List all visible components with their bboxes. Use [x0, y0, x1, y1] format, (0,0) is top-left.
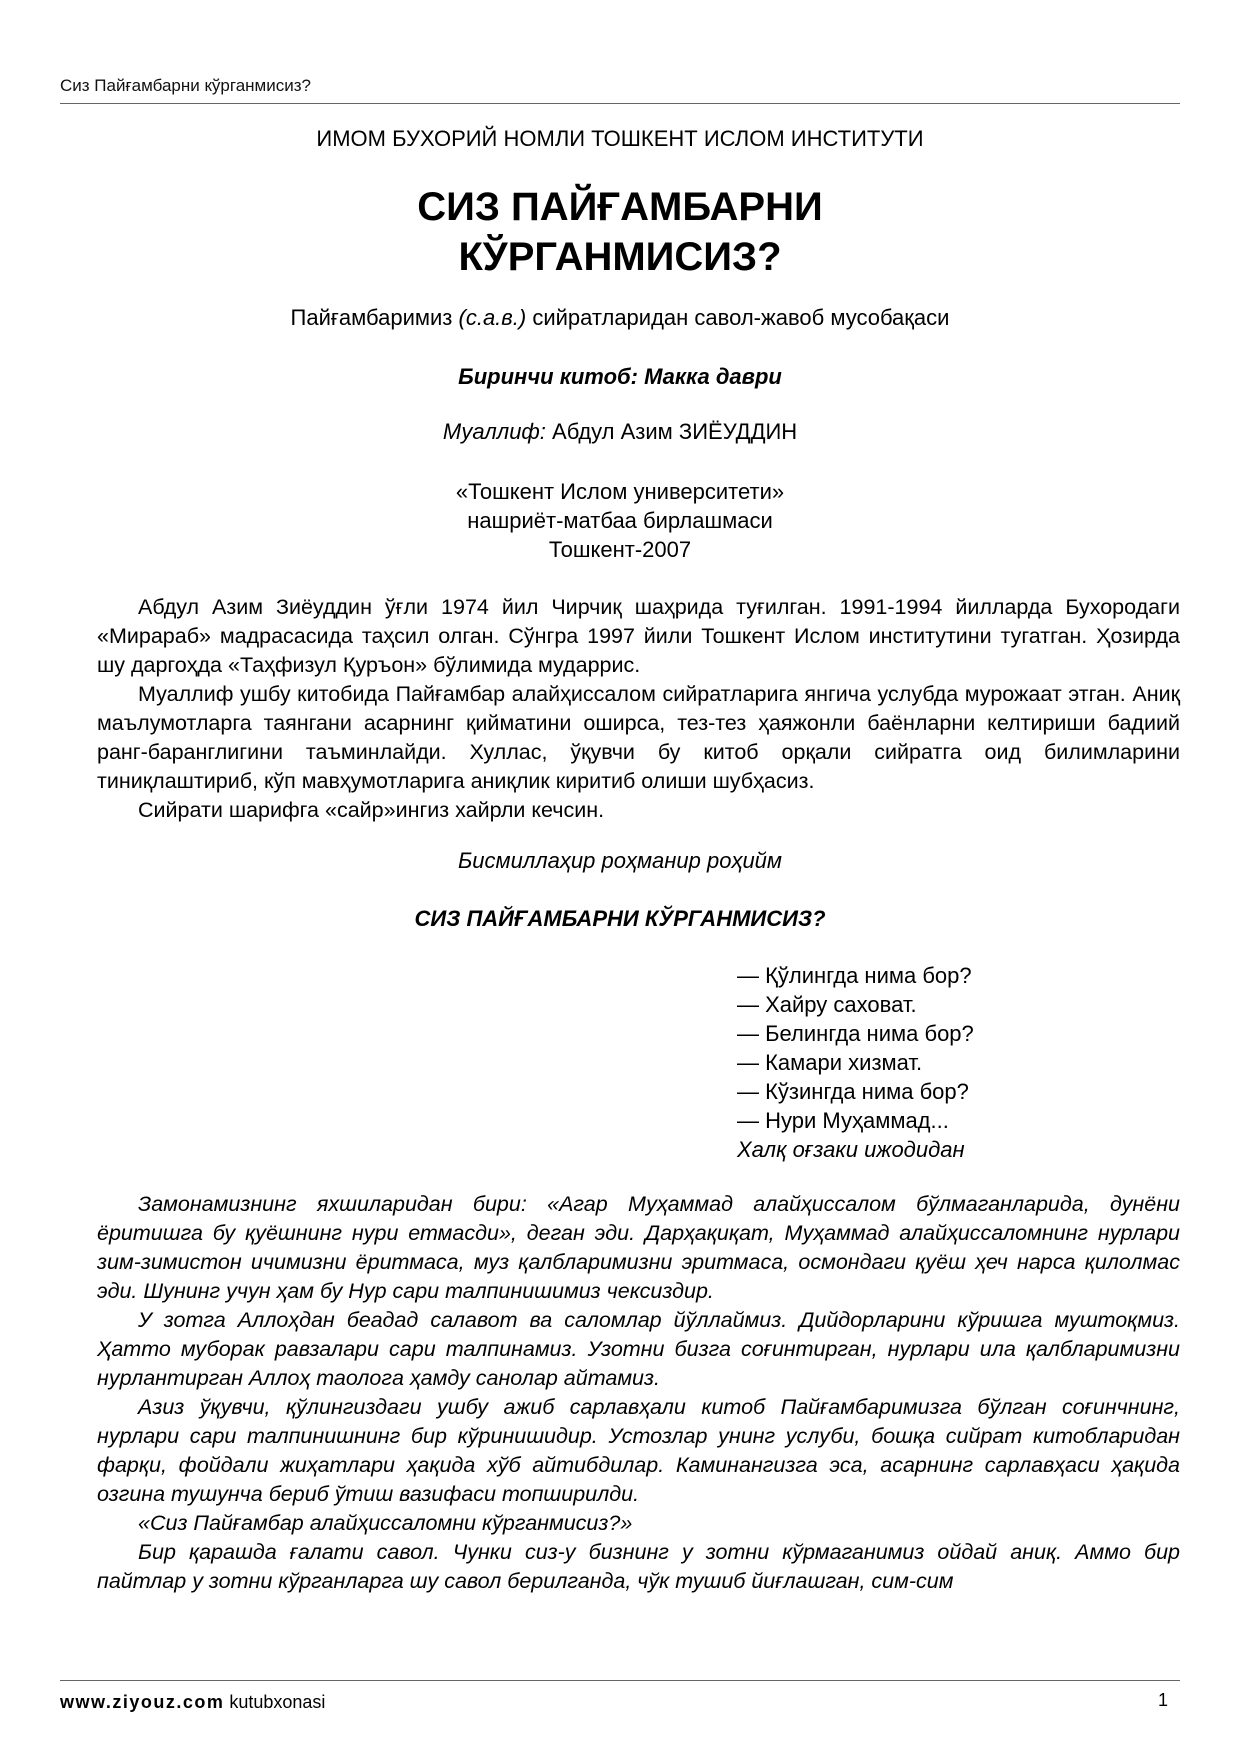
poem-line: — Камари хизмат. — [737, 1050, 923, 1075]
intro-paragraph-5: Бир қарашда ғалати савол. Чунки сиз-у бизнинг у зотни кўрмаганимиз ойдай аниқ. Аммо бир пайтлар у зотни кўрганларга шу савол берилганда, чўк тушиб йиғлашган, сим-сим — [97, 1540, 1180, 1593]
author-label: Муаллиф: — [442, 419, 546, 444]
book-title-line-1: СИЗ ПАЙҒАМБАРНИ — [417, 185, 823, 229]
author-line — [60, 419, 1180, 445]
bio-paragraph-2: Муаллиф ушбу китобида Пайғамбар алайҳиссалом сийратларига янгича услубда мурожаат этган. Аниқ маълумотларга таянгани асарнинг қийматини оширса, тез-тез ҳаяжонли баёнларни келтириши бадиий ранг-баранглигини таъминлайди. Хуллас, ўқувчи бу китоб орқали сийратга оид билимларини тиниқлаштириб, кўп мавҳумотларига аниқлик киритиб олиши шубҳасиз. — [97, 682, 1180, 793]
institute-name: ИМОМ БУХОРИЙ НОМЛИ ТОШКЕНТ ИСЛОМ ИНСТИТУТИ — [316, 126, 924, 151]
author-bio — [97, 593, 1180, 825]
intro-paragraph-4: «Сиз Пайғамбар алайҳиссаломни кўрганмисиз?» — [138, 1511, 633, 1535]
footer-source — [60, 1692, 325, 1713]
book-title — [60, 182, 1180, 282]
header-divider — [60, 103, 1180, 104]
intro-paragraph-2: У зотга Аллоҳдан беадад салавот ва саломлар йўллаймиз. Дийдорларини кўришга муштоқмиз. Ҳатто муборак равзалари сари талпинамиз. Узотни бизга соғинтирган, нурлари ила қалбларимизни нурлантирган Аллоҳ таологa ҳамду санолар айтамиз. — [97, 1308, 1180, 1390]
intro-paragraph-3: Азиз ўқувчи, қўлингиздаги ушбу ажиб сарлавҳали китоб Пайғамбаримизга бўлган соғинчнинг, нурлари сари талпинишнинг бир кўринишидир. Устозлар унинг услуби, бошқа сийрат китобларидан фарқи, фойдали жиҳатлари ҳақида хўб айтибдилар. Каминангизга эса, асарнинг сарлавҳаси ҳақида озгина тушунча бериб ўтиш вазифаси топширилди. — [97, 1395, 1180, 1506]
footer-library-label: kutubxonasi — [224, 1692, 326, 1712]
poem-line: — Кўзингда нима бор? — [737, 1079, 969, 1104]
publisher-line-1: «Тошкент Ислом университети» — [455, 479, 785, 504]
publisher-line-2: нашриёт-матбаа бирлашмаси — [467, 508, 773, 533]
poem-line: — Хайру саховат. — [737, 992, 917, 1017]
epigraph-poem — [737, 961, 974, 1164]
poem-line: — Белингда нима бор? — [737, 1021, 974, 1046]
poem-source: Халқ оғзаки ижодидан — [737, 1137, 965, 1162]
subtitle-text-start: Пайғамбаримиз — [290, 305, 459, 330]
book-title-line-2: КЎРГАНМИСИЗ? — [458, 235, 782, 279]
page-number: 1 — [1158, 1690, 1169, 1710]
bio-paragraph-3: Сийрати шарифга «сайр»ингиз хайрли кечсин. — [138, 798, 605, 822]
bio-paragraph-1-first: Абдул Азим Зиёуддин ўғли 1974 йил Чирчиқ шаҳрида туғилган. 1991-1994 йилларда — [138, 595, 1053, 619]
bismillah: Бисмиллаҳир роҳманир роҳийм — [457, 848, 782, 873]
subtitle-text-end: сийратларидан савол-жавоб мусобақаси — [526, 305, 950, 330]
running-header-title: Сиз Пайғамбарни кўрганмисиз? — [60, 76, 311, 95]
bio-paragraph-1 — [97, 593, 1180, 680]
subtitle-abbreviation: (с.а.в.) — [458, 305, 527, 330]
intro-paragraph-1: Замонамизнинг яхшиларидан бири: «Агар Муҳаммад алайҳиссалом бўлмаганларида, дунёни ёритишга бу қуёшнинг нури етмасди», деган эди. Дарҳақиқат, Муҳаммад алайҳиссаломнинг нурлари зим-зимистон ичимизни ёритмаса, муз қалбларимизни эритмаса, осмондаги қуёш ҳеч нарса қилолмас эди. Шунинг учун ҳам бу Нур сари талпинишимиз чексиздир. — [97, 1192, 1180, 1303]
author-name: Абдул Азим ЗИЁУДДИН — [545, 419, 798, 444]
footer-divider — [60, 1680, 1180, 1681]
poem-line: — Нури Муҳаммад... — [737, 1108, 949, 1133]
volume-title: Биринчи китоб: Макка даври — [458, 364, 782, 389]
publisher-block — [60, 477, 1180, 564]
section-heading: СИЗ ПАЙҒАМБАРНИ КЎРГАНМИСИЗ? — [414, 906, 826, 931]
publisher-line-3: Тошкент-2007 — [548, 537, 692, 562]
book-subtitle — [60, 305, 1180, 331]
introduction-text — [97, 1190, 1180, 1596]
bio-paragraph-1-rest: Бухородаги «Мирараб» мадрасасида таҳсил олган. Сўнгра 1997 йили Тошкент Ислом институтини тугатган. Ҳозирда шу даргоҳда «Таҳфизул Қуръон» бўлимида мударрис. — [97, 595, 1180, 677]
footer-site-link[interactable]: www.ziyouz.com — [60, 1692, 225, 1712]
poem-line: — Қўлингда нима бор? — [737, 963, 972, 988]
